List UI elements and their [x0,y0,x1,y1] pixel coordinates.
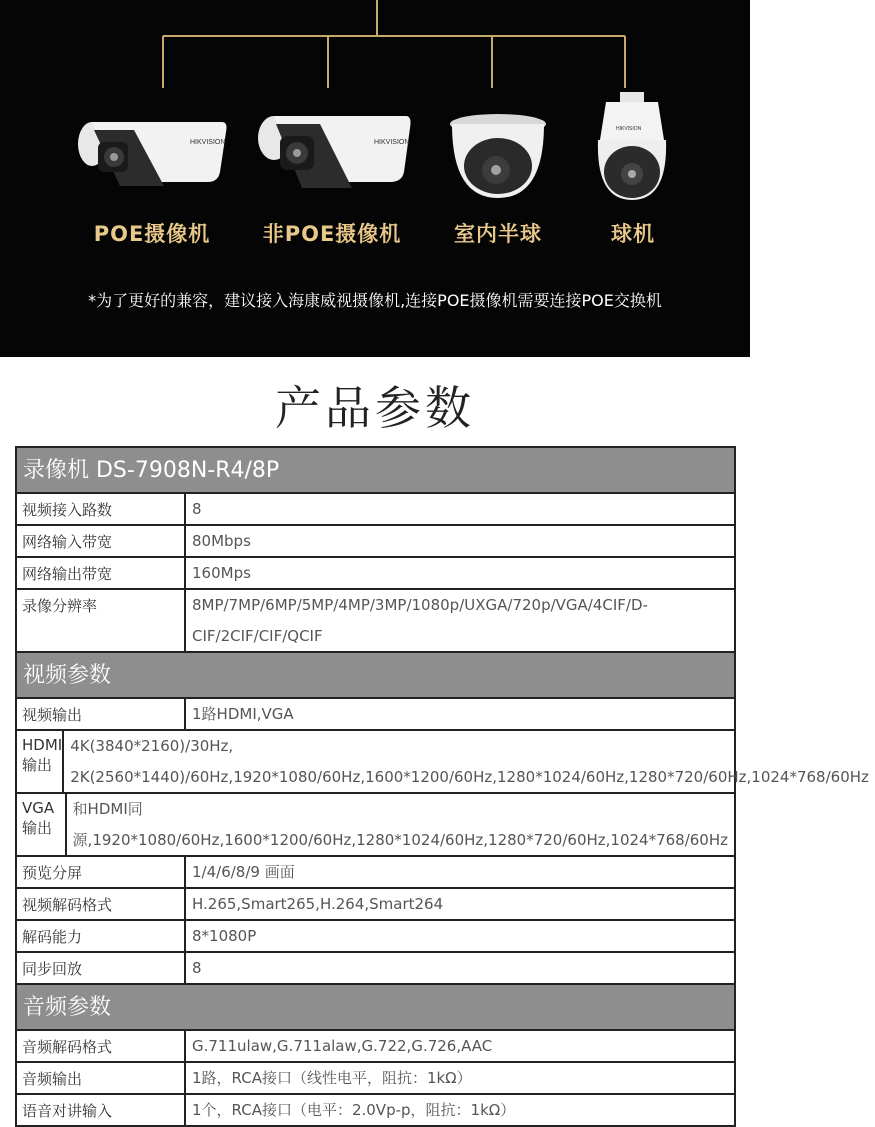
product-banner [0,0,750,357]
camera-label-poe: POE摄像机 [93,222,211,246]
connector-lines [0,0,750,92]
param-value: 1路，RCA接口（线性电平，阻抗：1kΩ） [192,1069,472,1087]
param-value: 1路HDMI,VGA [192,705,294,723]
param-name: 视频输出 [17,699,186,729]
param-name: 视频解码格式 [17,889,186,919]
table-row [17,731,869,794]
param-name: 网络输出带宽 [17,558,186,588]
svg-text:HIKVISION: HIKVISION [374,139,410,146]
section-header-audio: 音频参数 [17,985,734,1031]
bullet-camera-icon [72,112,230,192]
param-value: 8 [192,500,202,518]
param-name: VGA输出 [17,794,67,855]
param-name: 音频解码格式 [17,1031,186,1061]
param-name: 预览分屏 [17,857,186,887]
dome-camera-icon [446,108,550,202]
param-value: 8 [192,959,202,977]
param-name: 视频接入路数 [17,494,186,524]
svg-text:HIKVISION: HIKVISION [616,126,642,132]
param-name: 语音对讲输入 [17,1095,186,1125]
param-name: HDMI输出 [17,731,64,792]
page-title: 产品参数 [275,381,475,435]
param-name: 解码能力 [17,921,186,951]
param-value: 80Mbps [192,532,251,550]
param-value: G.711ulaw,G.711alaw,G.722,G.726,AAC [192,1037,493,1055]
table-row [17,590,734,653]
table-row [17,794,734,857]
table-row [17,1095,734,1127]
section-header-video: 视频参数 [17,653,734,699]
param-value: 1/4/6/8/9 画面 [192,863,295,881]
param-value: 160Mps [192,564,251,582]
camera-label-ptz: 球机 [611,222,655,246]
param-value: 和HDMI同源,1920*1080/60Hz,1600*1200/60Hz,1280*1024/60Hz,1280*720/60Hz,1024*768/60Hz [72,800,729,849]
svg-text:HIKVISION: HIKVISION [190,139,226,146]
param-name: 同步回放 [17,953,186,983]
spec-table [15,446,869,1127]
param-name: 音频输出 [17,1063,186,1093]
param-name: 录像分辨率 [17,590,186,651]
param-value: 4K(3840*2160)/30Hz, 2K(2560*1440)/60Hz,1920*1080/60Hz,1600*1200/60Hz,1280*1024/60Hz,1280*720/60Hz,1024*768/60Hz [70,737,869,786]
compatibility-note: *为了更好的兼容，建议接入海康威视摄像机,连接POE摄像机需要连接POE交换机 [88,291,662,310]
param-value: H.265,Smart265,H.264,Smart264 [192,895,444,913]
section-header-recorder: 录像机 DS-7908N-R4/8P [17,448,734,494]
camera-label-dome: 室内半球 [454,222,542,246]
bullet-camera-icon [252,108,414,192]
param-name: 网络输入带宽 [17,526,186,556]
param-value: 1个，RCA接口（电平：2.0Vp-p，阻抗：1kΩ） [192,1101,516,1119]
param-value: 8*1080P [192,927,257,945]
param-value: 8MP/7MP/6MP/5MP/4MP/3MP/1080p/UXGA/720p/VGA/4CIF/D-CIF/2CIF/CIF/QCIF [192,596,648,645]
ptz-dome-camera-icon [594,92,670,204]
camera-label-non-poe: 非POE摄像机 [262,222,402,246]
table-row [17,953,734,985]
